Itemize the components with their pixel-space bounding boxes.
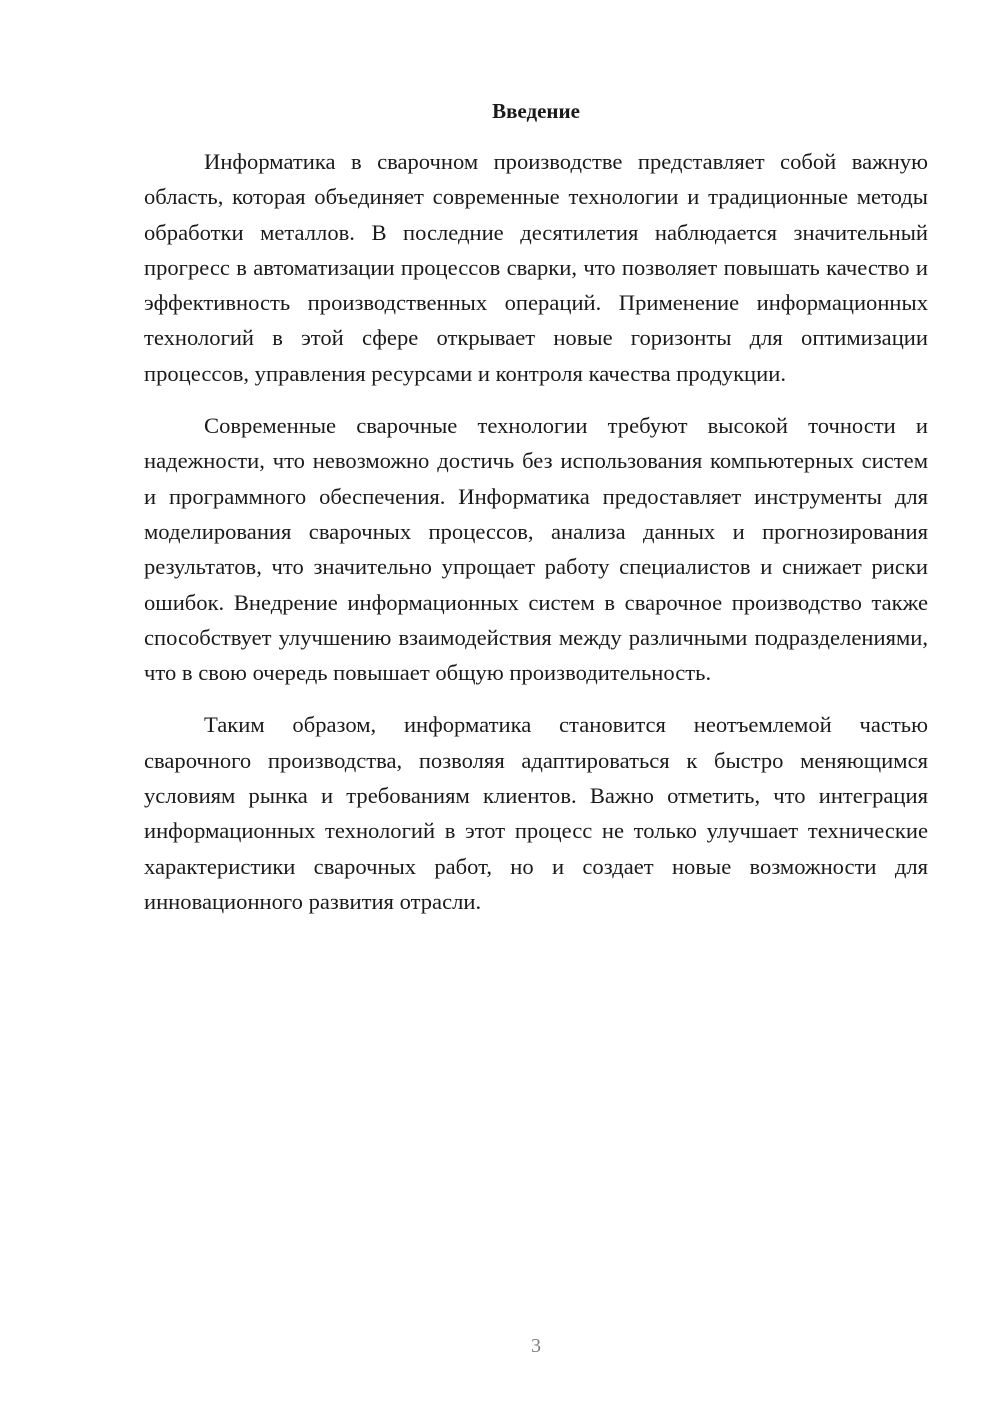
- section-heading: Введение: [492, 99, 580, 123]
- document-body: [144, 144, 928, 936]
- paragraph-1: Информатика в сварочном производстве представляет собой важную область, которая объединяет современные технологии и традиционные методы обработки металлов. В последние десятилетия наблюдается значительный прогресс в автоматизации процессов сварки, что позволяет повышать качество и эффективность производственных операций. Применение информационных технологий в этой сфере открывает новые горизонты для оптимизации процессов, управления ресурсами и контроля качества продукции.: [144, 149, 928, 386]
- paragraph-2: Современные сварочные технологии требуют высокой точности и надежности, что невозможно достичь без использования компьютерных систем и программного обеспечения. Информатика предоставляет инструменты для моделирования сварочных процессов, анализа данных и прогнозирования результатов, что значительно упрощает работу специалистов и снижает риски ошибок. Внедрение информационных систем в сварочное производство также способствует улучшению взаимодействия между различными подразделениями, что в свою очередь повышает общую производительность.: [144, 413, 928, 686]
- page-number: 3: [531, 1335, 541, 1357]
- paragraph-3: Таким образом, информатика становится неотъемлемой частью сварочного производства, позволяя адаптироваться к быстро меняющимся условиям рынка и требованиям клиентов. Важно отметить, что интеграция информационных технологий в этот процесс не только улучшает технические характеристики сварочных работ, но и создает новые возможности для инновационного развития отрасли.: [144, 712, 928, 914]
